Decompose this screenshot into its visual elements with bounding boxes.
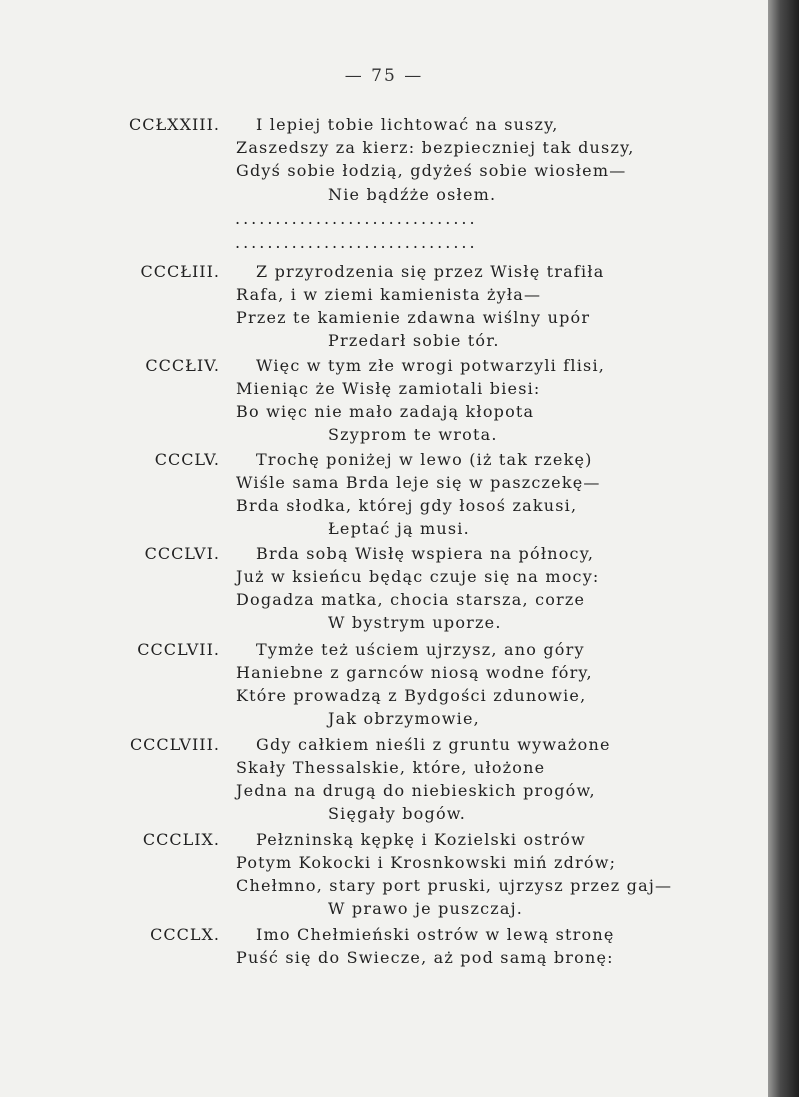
verse-line: Dogadza matka, chocia starsza, corze (236, 590, 586, 609)
ellipsis-row: .............................. (235, 209, 478, 228)
verse-line: Wiśle sama Brda leje się w paszczekę— (236, 473, 601, 492)
page-number: — 75 — (344, 66, 424, 86)
verse-line: Jak obrzymowie, (328, 709, 480, 728)
verse-line: Haniebne z garnców niosą wodne fóry, (236, 663, 593, 682)
verse-line: Łeptać ją musi. (328, 519, 470, 538)
verse-line: Gdy całkiem nieśli z gruntu wyważone (256, 735, 611, 754)
verse-line: Puść się do Swiecze, aż pod samą bronę: (236, 948, 614, 967)
verse-line: Imo Chełmieński ostrów w lewą stronę (256, 925, 615, 944)
verse-line: Więc w tym złe wrogi potwarzyli flisi, (256, 356, 606, 375)
verse-line: Jedna na drugą do niebieskich progów, (236, 781, 596, 800)
verse-line: Mieniąc że Wisłę zamiotali biesi: (236, 379, 541, 398)
verse-line: Nie bądźże osłem. (328, 185, 497, 204)
stanza-number: CCCLX. (150, 925, 220, 944)
verse-line: Brda słodka, której gdy łosoś zakusi, (236, 496, 578, 515)
verse-line: Rafa, i w ziemi kamienista żyła— (236, 285, 542, 304)
verse-line: I lepiej tobie lichtować na suszy, (256, 115, 559, 134)
verse-line: Przez te kamienie zdawna wiślny upór (236, 308, 591, 327)
verse-line: W prawo je puszczaj. (328, 899, 524, 918)
verse-line: Brda sobą Wisłę wspiera na północy, (256, 544, 595, 563)
verse-line: Tymże też uściem ujrzysz, ano góry (256, 640, 585, 659)
verse-line: Zaszedszy za kierz: bezpieczniej tak duszy, (236, 138, 635, 157)
stanza-number: CCCŁIV. (145, 356, 220, 375)
stanza-number: CCCŁIII. (140, 262, 220, 281)
stanza-number: CCCLV. (154, 450, 220, 469)
verse-line: Już w ksieńcu będąc czuje się na mocy: (236, 567, 600, 586)
book-edge (768, 0, 799, 1097)
ellipsis-row: .............................. (235, 233, 478, 252)
stanza-number: CCŁXXIII. (128, 115, 220, 134)
verse-line: W bystrym uporze. (328, 613, 502, 632)
verse-line: Potym Kokocki i Krosnkowski miń zdrów; (236, 853, 617, 872)
verse-line: Szyprom te wrota. (328, 425, 498, 444)
verse-line: Sięgały bogów. (328, 804, 467, 823)
stanza-number: CCCLVII. (137, 640, 220, 659)
stanza-number: CCCLIX. (142, 830, 220, 849)
stanza-number: CCCLVIII. (129, 735, 220, 754)
verse-line: Które prowadzą z Bydgości zdunowie, (236, 686, 587, 705)
verse-line: Bo więc nie mało zadają kłopota (236, 402, 535, 421)
verse-line: Z przyrodzenia się przez Wisłę trafiła (256, 262, 605, 281)
verse-line: Skały Thessalskie, które, ułożone (236, 758, 546, 777)
stanza-number: CCCLVI. (144, 544, 220, 563)
verse-line: Gdyś sobie łodzią, gdyżeś sobie wiosłem— (236, 161, 627, 180)
verse-line: Przedarł sobie tór. (328, 331, 500, 350)
verse-line: Chełmno, stary port pruski, ujrzysz przez gaj— (236, 876, 673, 895)
verse-line: Trochę poniżej w lewo (iż tak rzekę) (256, 450, 593, 469)
verse-line: Pełzninską kępkę i Kozielski ostrów (256, 830, 586, 849)
